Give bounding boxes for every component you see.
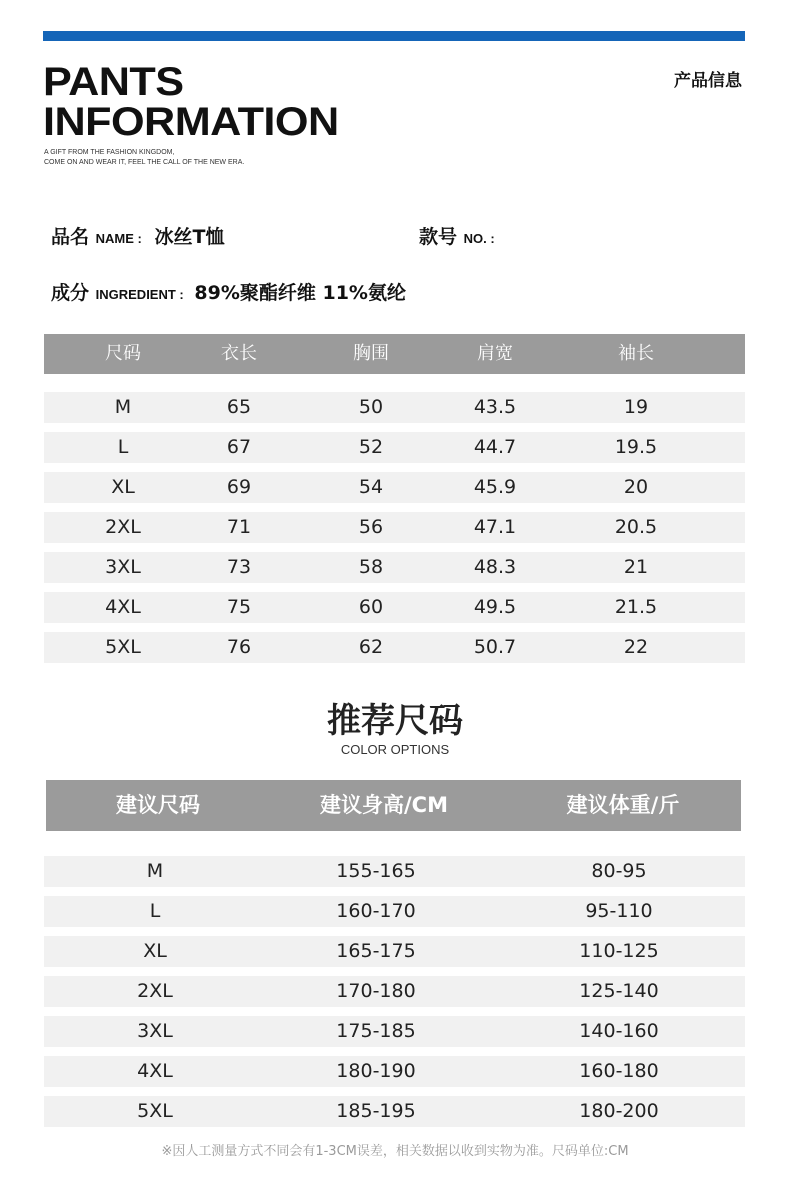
recommend-cell-size: M (146, 860, 164, 882)
size-cell-length: 71 (226, 516, 252, 538)
name-label-en: NAME : (95, 231, 142, 246)
size-cell-size: 2XL (105, 516, 141, 538)
name-value: 冰丝T恤 (154, 226, 225, 248)
recommend-cell-height: 160-170 (336, 900, 416, 922)
tagline (44, 148, 244, 168)
size-cell-length: 73 (226, 556, 252, 578)
measurement-note: ※因人工测量方式不同会有1-3CM误差，相关数据以收到实物为准。尺码单位:CM (161, 1144, 629, 1159)
header-chest: 胸围 (353, 343, 389, 364)
recommend-cell-weight: 180-200 (579, 1100, 659, 1122)
recommend-subtitle: COLOR OPTIONS (340, 742, 450, 757)
tagline-line-1: A GIFT FROM THE FASHION KINGDOM, (44, 149, 175, 156)
size-table-row (44, 632, 745, 663)
top-accent-bar (43, 31, 745, 41)
size-table-row (44, 552, 745, 583)
size-cell-shoulder: 47.1 (473, 516, 517, 538)
recommend-cell-weight: 125-140 (579, 980, 659, 1002)
size-cell-size: 4XL (105, 596, 141, 618)
size-cell-size: 3XL (105, 556, 141, 578)
size-cell-size: M (114, 396, 132, 418)
style-number-field (419, 222, 495, 249)
size-cell-length: 69 (226, 476, 252, 498)
size-cell-chest: 50 (358, 396, 384, 418)
size-cell-sleeve: 20 (623, 476, 649, 498)
size-table-row (44, 392, 745, 423)
recommend-table-row (44, 1016, 745, 1047)
size-cell-length: 65 (226, 396, 252, 418)
size-cell-sleeve: 19 (623, 396, 649, 418)
ingredient-field (51, 278, 406, 305)
page-title (43, 62, 339, 142)
header-length: 衣长 (221, 343, 257, 364)
recommend-cell-weight: 140-160 (579, 1020, 659, 1042)
size-cell-size: L (117, 436, 129, 458)
recommend-table-row (44, 856, 745, 887)
header-sleeve: 袖长 (618, 343, 654, 364)
size-cell-sleeve: 19.5 (614, 436, 658, 458)
size-cell-sleeve: 21 (623, 556, 649, 578)
size-cell-chest: 58 (358, 556, 384, 578)
recommend-cell-weight: 160-180 (579, 1060, 659, 1082)
header-size: 尺码 (105, 343, 141, 364)
size-cell-sleeve: 22 (623, 636, 649, 658)
recommend-table-row (44, 1056, 745, 1087)
size-cell-shoulder: 50.7 (473, 636, 517, 658)
size-table-row (44, 592, 745, 623)
size-cell-chest: 60 (358, 596, 384, 618)
size-cell-chest: 52 (358, 436, 384, 458)
ingredient-value: 89%聚酯纤维 11%氨纶 (194, 282, 406, 304)
recommend-table-row (44, 976, 745, 1007)
recommend-cell-size: XL (143, 940, 167, 962)
recommend-cell-weight: 80-95 (591, 860, 647, 882)
recommend-cell-height: 170-180 (336, 980, 416, 1002)
header-rec-height: 建议身高/CM (320, 793, 448, 817)
recommend-table-row (44, 936, 745, 967)
recommend-title: 推荐尺码 (327, 701, 463, 741)
recommend-cell-size: 2XL (137, 980, 173, 1002)
size-cell-size: XL (111, 476, 135, 498)
no-label-cn: 款号 (419, 226, 458, 248)
recommend-cell-height: 180-190 (336, 1060, 416, 1082)
recommend-cell-size: L (149, 900, 161, 922)
recommend-cell-height: 165-175 (336, 940, 416, 962)
recommend-cell-height: 155-165 (336, 860, 416, 882)
size-table-row (44, 432, 745, 463)
size-cell-shoulder: 48.3 (473, 556, 517, 578)
recommend-cell-weight: 110-125 (579, 940, 659, 962)
recommend-cell-height: 175-185 (336, 1020, 416, 1042)
size-cell-chest: 56 (358, 516, 384, 538)
size-cell-chest: 62 (358, 636, 384, 658)
size-cell-sleeve: 20.5 (614, 516, 658, 538)
size-cell-length: 76 (226, 636, 252, 658)
size-cell-shoulder: 44.7 (473, 436, 517, 458)
size-cell-chest: 54 (358, 476, 384, 498)
header-rec-size: 建议尺码 (116, 793, 200, 817)
size-cell-length: 75 (226, 596, 252, 618)
size-table-row (44, 472, 745, 503)
recommend-cell-size: 5XL (137, 1100, 173, 1122)
product-info-heading: 产品信息 (674, 71, 742, 91)
size-cell-shoulder: 45.9 (473, 476, 517, 498)
size-cell-shoulder: 43.5 (473, 396, 517, 418)
ingredient-label-cn: 成分 (51, 282, 90, 304)
ingredient-label-en: INGREDIENT : (95, 287, 184, 302)
no-label-en: NO. : (463, 231, 495, 246)
size-cell-shoulder: 49.5 (473, 596, 517, 618)
size-table-header (44, 334, 745, 374)
name-field (51, 222, 224, 249)
title-line-1: PANTS (43, 60, 184, 104)
title-line-2: INFORMATION (43, 100, 339, 144)
size-cell-length: 67 (226, 436, 252, 458)
size-cell-size: 5XL (105, 636, 141, 658)
name-label-cn: 品名 (51, 226, 90, 248)
recommend-table-header (46, 780, 741, 831)
header-shoulder: 肩宽 (477, 343, 513, 364)
recommend-table-row (44, 896, 745, 927)
size-cell-sleeve: 21.5 (614, 596, 658, 618)
recommend-cell-size: 4XL (137, 1060, 173, 1082)
recommend-table-row (44, 1096, 745, 1127)
size-table-row (44, 512, 745, 543)
tagline-line-2: COME ON AND WEAR IT, FEEL THE CALL OF THE NEW ERA. (44, 159, 245, 166)
recommend-cell-size: 3XL (137, 1020, 173, 1042)
recommend-cell-height: 185-195 (336, 1100, 416, 1122)
recommend-cell-weight: 95-110 (585, 900, 653, 922)
header-rec-weight: 建议体重/斤 (566, 793, 680, 817)
